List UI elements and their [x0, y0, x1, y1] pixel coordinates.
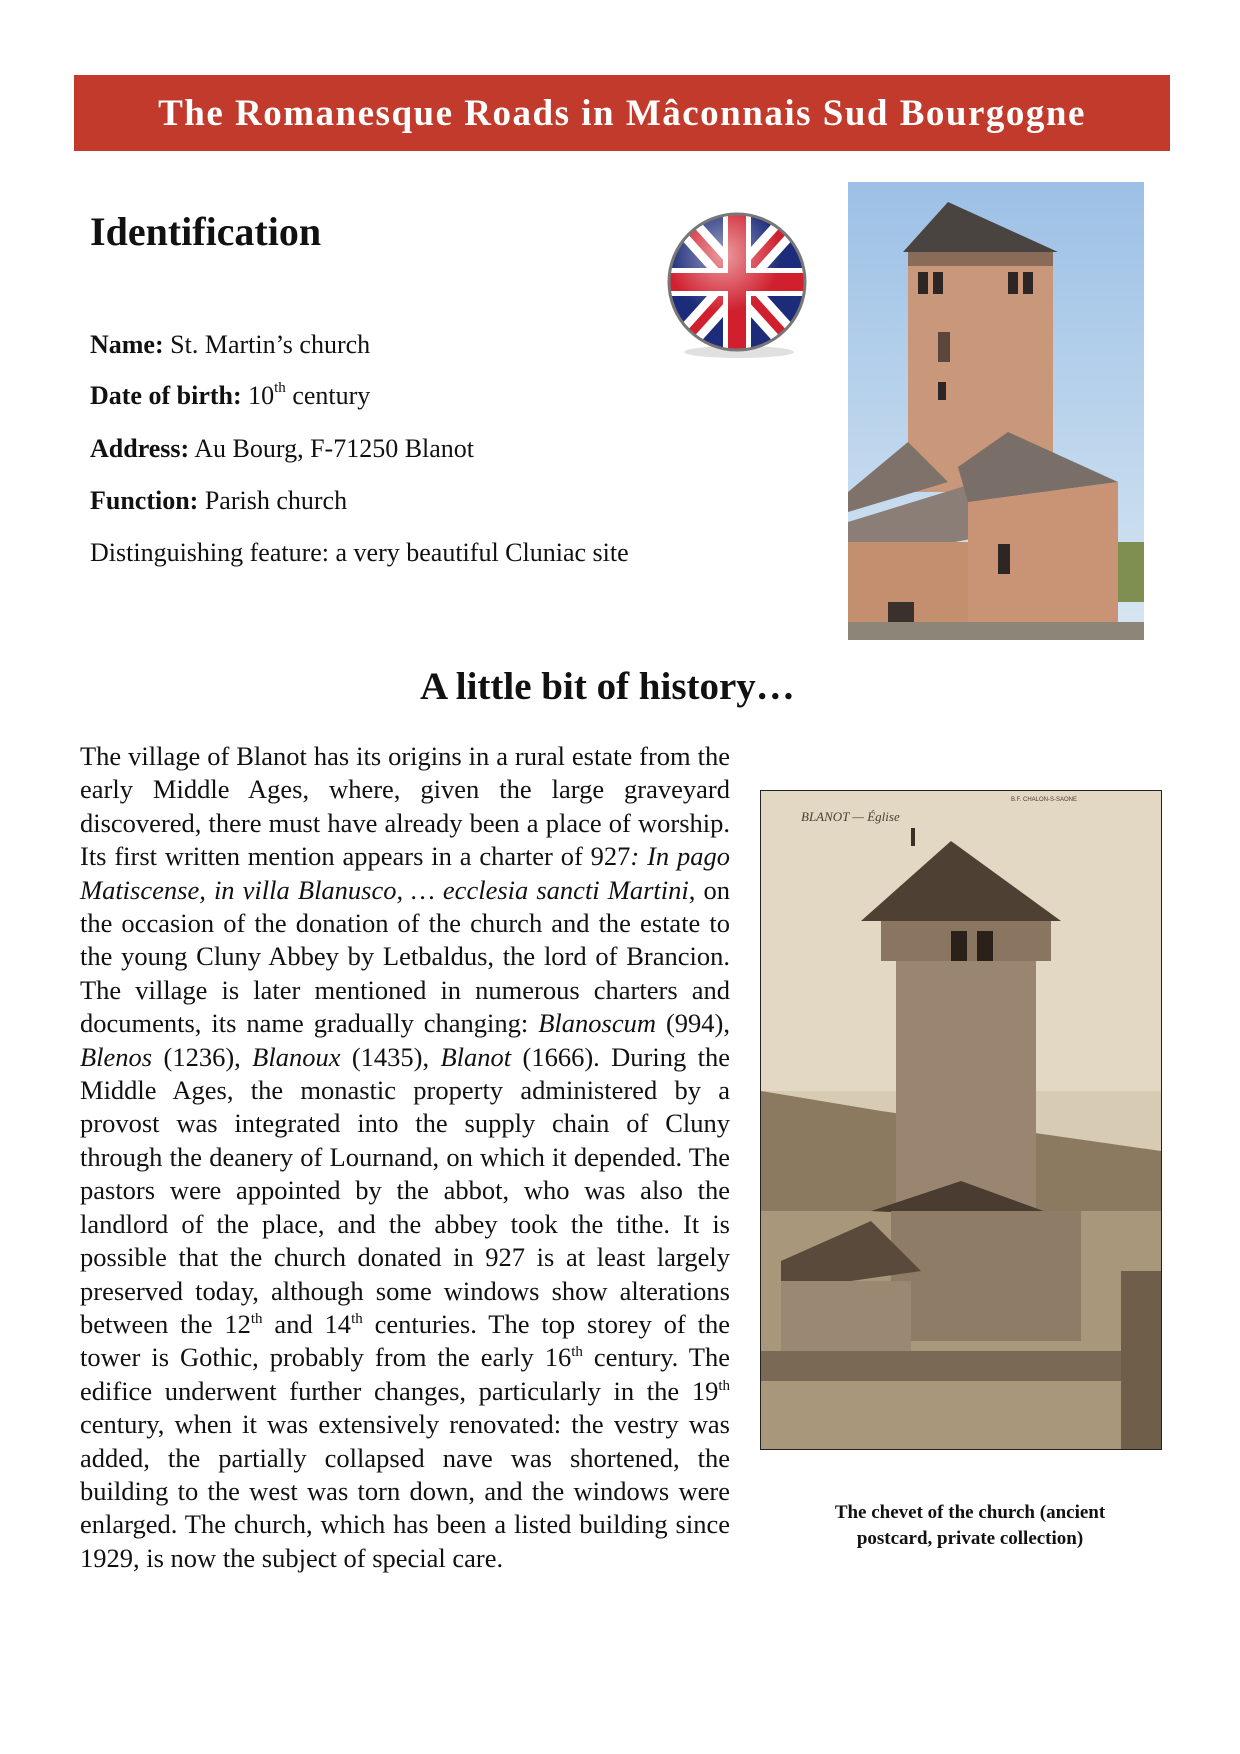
village-year-2: (1236),: [152, 1041, 253, 1072]
header-banner: [74, 75, 1170, 151]
uk-flag-icon[interactable]: [665, 202, 809, 362]
superscript-th: th: [718, 1377, 730, 1394]
postcard-image: [760, 790, 1162, 1450]
birth-field: [90, 381, 370, 411]
identification-heading: Identification: [90, 209, 322, 254]
superscript-th: th: [351, 1311, 363, 1328]
function-field: [90, 486, 347, 516]
feature-field: [90, 538, 629, 568]
name-label: Name:: [90, 330, 164, 359]
postcard-publisher: B.F. CHALON-S-SAONE: [1011, 797, 1078, 803]
history-colon: :: [630, 841, 640, 872]
history-text-5: and 14: [262, 1308, 352, 1339]
feature-text: Distinguishing feature: a very beautiful Cluniac site: [90, 538, 629, 567]
history-text-2: , on the occasion of the donation of the church and the estate to the young Cluny Abbey by Letbaldus, the lord of Brancion. The village is later mentioned in numerous charters and documents, its name gradually changing:: [80, 874, 731, 1039]
name-field: [90, 330, 370, 360]
village-year-1: (994),: [656, 1008, 731, 1039]
village-year-3: (1435),: [340, 1041, 441, 1072]
postcard-place: BLANOT — Église: [801, 809, 900, 824]
village-name-4: Blanot: [440, 1041, 512, 1072]
village-name-3: Blanoux: [252, 1041, 341, 1072]
history-text-4: (1666). During the Middle Ages, the monastic property administered by a provost was integrated into the supply chain of Cluny through the deanery of Lournand, on which it depended. The pastors were appointed by the abbot, who was also the landlord of the place, and the abbey took the tithe. It is possible that the church donated in 927 is at least largely preserved today, although some windows show alterations between the 12: [80, 1041, 730, 1339]
banner-title: The Romanesque Roads in Mâconnais Sud Bourgogne: [158, 92, 1086, 134]
address-label: Address:: [90, 434, 190, 463]
history-text-6: centuries. The top storey of the tower is Gothic, probably from the early 16: [80, 1308, 730, 1373]
address-value: Au Bourg, F-71250 Blanot: [194, 434, 475, 463]
function-value: Parish church: [204, 486, 348, 515]
birth-sup: th: [274, 380, 286, 397]
village-name-1: Blanoscum: [538, 1008, 657, 1039]
history-latin: In pago Matiscense, in villa Blanusco, … ecclesia sancti Martini: [80, 841, 730, 905]
history-heading: A little bit of history…: [420, 665, 795, 708]
birth-num: 10: [248, 381, 275, 410]
superscript-th: th: [571, 1344, 583, 1361]
address-field: [90, 434, 474, 464]
name-value: St. Martin’s church: [170, 330, 371, 359]
history-text-1: The village of Blanot has its origins in a rural estate from the early Middle Ages, where, given the large graveyard discovered, there must have already been a place of worship. Its first written mention appears in a charter of 927: [80, 741, 730, 872]
church-photo: [848, 182, 1144, 640]
function-label: Function:: [90, 486, 199, 515]
birth-rest: century: [292, 381, 371, 410]
history-text-8: century, when it was extensively renovated: the vestry was added, the partially collapsed nave was shortened, the building to the west was torn down, and the windows were enlarged. The church, which has been a listed building since 1929, is now the subject of special care.: [80, 1409, 730, 1573]
superscript-th: th: [250, 1311, 263, 1328]
village-name-2: Blenos: [80, 1041, 153, 1072]
history-paragraph: [80, 740, 730, 1575]
history-text-7: century. The edifice underwent further changes, particularly in the 19: [80, 1342, 730, 1406]
postcard-caption: The chevet of the church (ancient postcard, private collection): [834, 1502, 1106, 1549]
birth-label: Date of birth:: [90, 381, 242, 410]
